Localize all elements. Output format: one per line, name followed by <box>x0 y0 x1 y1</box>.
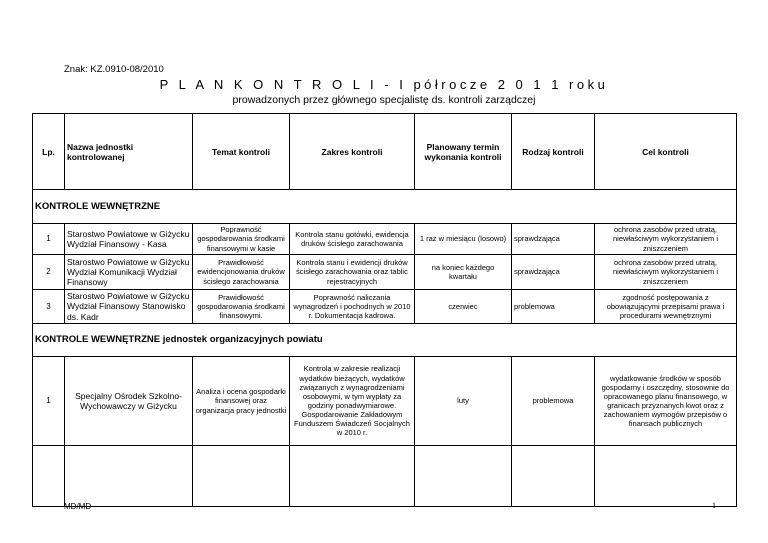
column-header-topic: Temat kontroli <box>193 114 290 190</box>
cell-type: sprawdzająca <box>512 224 595 255</box>
section-row-internal <box>33 190 737 224</box>
section-title-units: KONTROLE WEWNĘTRZNE jednostek organizacyjnych powiatu <box>33 324 737 357</box>
cell-scope: Poprawność naliczania wynagrodzeń i pochodnych w 2010 r. Dokumentacja kadrowa. <box>290 290 415 324</box>
column-header-goal: Cel kontroli <box>595 114 737 190</box>
footer-initials: MD/MD <box>64 502 92 511</box>
cell-unit: Specjalny Ośrodek Szkolno-Wychowawczy w Giżycku <box>65 357 193 446</box>
cell-unit: Starostwo Powiatowe w Giżycku Wydział Komunikacji Wydział Finansowy <box>65 255 193 290</box>
table-header-row <box>33 114 737 190</box>
cell-goal: wydatkowanie środków w sposób gospodarny i oszczędny, stosownie do opracowanego planu finansowego, w granicach przyznanych kwot oraz z zachowaniem wymogów przepisów o finansach publicznych <box>595 357 737 446</box>
column-header-type: Rodzaj kontroli <box>512 114 595 190</box>
control-plan-table <box>32 113 737 507</box>
document-reference: Znak: KZ.0910-08/2010 <box>64 64 164 75</box>
cell-goal: ochrona zasobów przed utratą, niewłaściwym wykorzystaniem i zniszczeniem <box>595 255 737 290</box>
cell-term: luty <box>415 357 512 446</box>
cell-topic: Prawidłowość gospodarowania środkami finansowymi. <box>193 290 290 324</box>
cell-topic: Prawidłowość ewidencjonowania druków ścisłego zarachowania <box>193 255 290 290</box>
cell-scope: Kontrola w zakresie realizacji wydatków bieżących, wydatków związanych z wynagrodzeniami osobowymi, w tym wypłaty za godziny ponadwymiarowe. Gospodarowanie Zakładowym Funduszem Świadczeń Socjalnych w 2010 r. <box>290 357 415 446</box>
document-title: P L A N K O N T R O L I - I półrocze 2 0 1 1 roku <box>159 77 609 92</box>
cell-scope: Kontrola stanu gotówki, ewidencja druków ścisłego zarachowania <box>290 224 415 255</box>
cell-goal: ochrona zasobów przed utratą, niewłaściwym wykorzystaniem i zniszczeniem <box>595 224 737 255</box>
cell-scope: Kontrola stanu i ewidencji druków ścisłego zarachowania oraz tablic rejestracyjnych <box>290 255 415 290</box>
table-row <box>33 255 737 290</box>
table-row <box>33 290 737 324</box>
page-number: 1 <box>712 501 716 510</box>
cell-type: problemowa <box>512 357 595 446</box>
cell-lp: 1 <box>33 357 65 446</box>
column-header-lp: Lp. <box>33 114 65 190</box>
column-header-scope: Zakres kontroli <box>290 114 415 190</box>
empty-table-row <box>33 446 737 507</box>
column-header-term: Planowany termin wykonania kontroli <box>415 114 512 190</box>
cell-term: czerwiec <box>415 290 512 324</box>
cell-unit: Starostwo Powiatowe w Giżycku Wydział Finansowy - Kasa <box>65 224 193 255</box>
cell-type: problemowa <box>512 290 595 324</box>
table-row <box>33 224 737 255</box>
column-header-unit: Nazwa jednostki kontrolowanej <box>65 114 193 190</box>
cell-lp: 3 <box>33 290 65 324</box>
cell-goal: zgodność postępowania z obowiązującymi przepisami prawa i procedurami wewnętrznymi <box>595 290 737 324</box>
cell-lp: 2 <box>33 255 65 290</box>
section-row-units <box>33 324 737 357</box>
cell-term: 1 raz w miesiącu (losowo) <box>415 224 512 255</box>
table-row <box>33 357 737 446</box>
cell-term: na koniec każdego kwartału <box>415 255 512 290</box>
cell-lp: 1 <box>33 224 65 255</box>
document-subtitle: prowadzonych przez głównego specjalistę ds. kontroli zarządczej <box>232 94 536 106</box>
cell-unit: Starostwo Powiatowe w Giżycku Wydział Finansowy Stanowisko ds. Kadr <box>65 290 193 324</box>
section-title-internal: KONTROLE WEWNĘTRZNE <box>33 190 737 224</box>
cell-topic: Poprawność gospodarowania środkami finansowymi w kasie <box>193 224 290 255</box>
cell-type: sprawdzająca <box>512 255 595 290</box>
cell-topic: Analiza i ocena gospodarki finansowej oraz organizacja pracy jednostki <box>193 357 290 446</box>
